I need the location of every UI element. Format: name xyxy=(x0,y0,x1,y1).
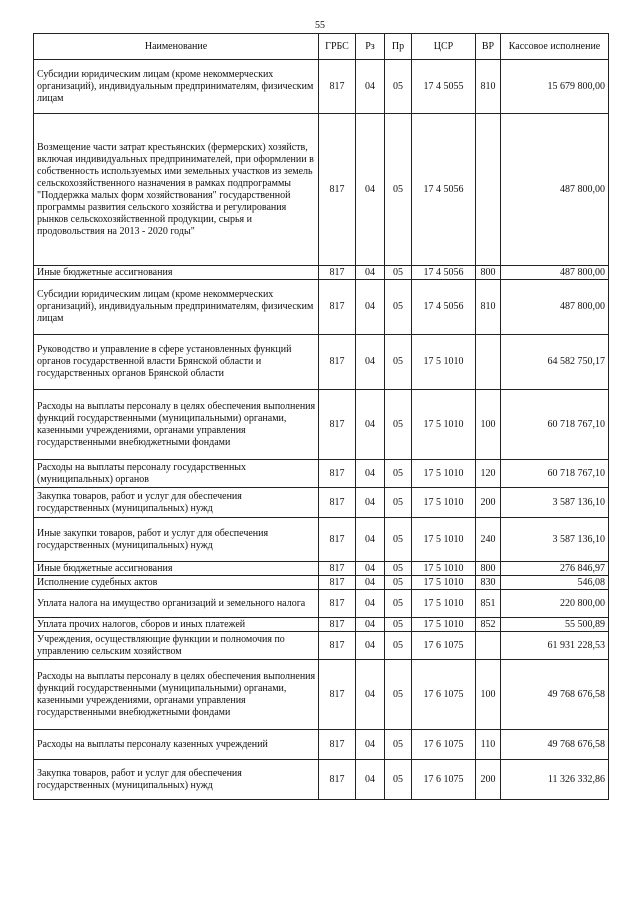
cell-csr: 17 4 5056 xyxy=(412,280,476,335)
cell-grbs: 817 xyxy=(319,114,356,266)
cell-name: Уплата прочих налогов, сборов и иных платежей xyxy=(34,618,319,632)
cell-csr: 17 5 1010 xyxy=(412,488,476,518)
cell-pr: 05 xyxy=(385,590,412,618)
header-name: Наименование xyxy=(34,34,319,60)
cell-grbs: 817 xyxy=(319,730,356,760)
table-row xyxy=(34,660,609,730)
cell-amount: 49 768 676,58 xyxy=(501,660,609,730)
cell-pr: 05 xyxy=(385,562,412,576)
cell-rz: 04 xyxy=(356,660,385,730)
cell-vr: 810 xyxy=(476,60,501,114)
cell-csr: 17 5 1010 xyxy=(412,518,476,562)
table-row xyxy=(34,760,609,800)
header-csr: ЦСР xyxy=(412,34,476,60)
cell-amount: 55 500,89 xyxy=(501,618,609,632)
table-row xyxy=(34,632,609,660)
cell-name: Расходы на выплаты персоналу в целях обеспечения выполнения функций государственными (муниципальными) органами, казенными учреждениями, органами управления государственными внебюджетными фондами xyxy=(34,390,319,460)
cell-name: Иные бюджетные ассигнования xyxy=(34,266,319,280)
cell-rz: 04 xyxy=(356,590,385,618)
cell-csr: 17 5 1010 xyxy=(412,562,476,576)
cell-rz: 04 xyxy=(356,280,385,335)
cell-vr: 100 xyxy=(476,390,501,460)
table-row xyxy=(34,618,609,632)
cell-vr: 100 xyxy=(476,660,501,730)
cell-amount: 49 768 676,58 xyxy=(501,730,609,760)
cell-pr: 05 xyxy=(385,266,412,280)
cell-vr: 200 xyxy=(476,488,501,518)
cell-amount: 487 800,00 xyxy=(501,266,609,280)
cell-amount: 487 800,00 xyxy=(501,114,609,266)
cell-pr: 05 xyxy=(385,518,412,562)
cell-csr: 17 6 1075 xyxy=(412,760,476,800)
cell-name: Субсидии юридическим лицам (кроме некоммерческих организаций), индивидуальным предпринимателям, физическим лицам xyxy=(34,280,319,335)
cell-rz: 04 xyxy=(356,562,385,576)
cell-csr: 17 4 5055 xyxy=(412,60,476,114)
cell-name: Руководство и управление в сфере установленных функций органов государственной власти Брянской области и государственных органов Брянской области xyxy=(34,335,319,390)
table-row xyxy=(34,60,609,114)
table-row xyxy=(34,460,609,488)
cell-csr: 17 6 1075 xyxy=(412,730,476,760)
cell-csr: 17 5 1010 xyxy=(412,335,476,390)
header-pr: Пр xyxy=(385,34,412,60)
table-row xyxy=(34,576,609,590)
cell-vr xyxy=(476,114,501,266)
cell-pr: 05 xyxy=(385,660,412,730)
cell-vr: 110 xyxy=(476,730,501,760)
cell-rz: 04 xyxy=(356,760,385,800)
table-row xyxy=(34,590,609,618)
header-amount: Кассовое исполнение xyxy=(501,34,609,60)
header-vr: ВР xyxy=(476,34,501,60)
cell-vr: 800 xyxy=(476,562,501,576)
cell-amount: 60 718 767,10 xyxy=(501,390,609,460)
cell-grbs: 817 xyxy=(319,660,356,730)
cell-name: Расходы на выплаты персоналу казенных учреждений xyxy=(34,730,319,760)
cell-name: Субсидии юридическим лицам (кроме некоммерческих организаций), индивидуальным предпринимателям, физическим лицам xyxy=(34,60,319,114)
cell-amount: 276 846,97 xyxy=(501,562,609,576)
cell-vr: 200 xyxy=(476,760,501,800)
cell-pr: 05 xyxy=(385,760,412,800)
table-row xyxy=(34,730,609,760)
cell-csr: 17 4 5056 xyxy=(412,114,476,266)
cell-vr: 851 xyxy=(476,590,501,618)
cell-pr: 05 xyxy=(385,576,412,590)
cell-grbs: 817 xyxy=(319,518,356,562)
table-body xyxy=(34,60,609,800)
cell-rz: 04 xyxy=(356,460,385,488)
cell-grbs: 817 xyxy=(319,390,356,460)
cell-grbs: 817 xyxy=(319,335,356,390)
cell-grbs: 817 xyxy=(319,60,356,114)
cell-name: Учреждения, осуществляющие функции и полномочия по управлению сельским хозяйством xyxy=(34,632,319,660)
table-row xyxy=(34,518,609,562)
cell-pr: 05 xyxy=(385,488,412,518)
cell-amount: 487 800,00 xyxy=(501,280,609,335)
cell-grbs: 817 xyxy=(319,460,356,488)
cell-pr: 05 xyxy=(385,335,412,390)
cell-pr: 05 xyxy=(385,632,412,660)
cell-name: Иные закупки товаров, работ и услуг для обеспечения государственных (муниципальных) нужд xyxy=(34,518,319,562)
cell-csr: 17 4 5056 xyxy=(412,266,476,280)
cell-amount: 3 587 136,10 xyxy=(501,488,609,518)
cell-amount: 546,08 xyxy=(501,576,609,590)
cell-grbs: 817 xyxy=(319,562,356,576)
cell-vr: 800 xyxy=(476,266,501,280)
header-rz: Рз xyxy=(356,34,385,60)
cell-amount: 3 587 136,10 xyxy=(501,518,609,562)
cell-csr: 17 6 1075 xyxy=(412,632,476,660)
cell-grbs: 817 xyxy=(319,590,356,618)
cell-pr: 05 xyxy=(385,390,412,460)
cell-pr: 05 xyxy=(385,60,412,114)
cell-grbs: 817 xyxy=(319,576,356,590)
cell-csr: 17 5 1010 xyxy=(412,590,476,618)
cell-rz: 04 xyxy=(356,60,385,114)
cell-grbs: 817 xyxy=(319,280,356,335)
cell-vr: 810 xyxy=(476,280,501,335)
cell-rz: 04 xyxy=(356,266,385,280)
cell-vr xyxy=(476,335,501,390)
cell-pr: 05 xyxy=(385,618,412,632)
cell-vr xyxy=(476,632,501,660)
cell-rz: 04 xyxy=(356,518,385,562)
cell-vr: 830 xyxy=(476,576,501,590)
page-number: 55 xyxy=(315,20,325,31)
cell-csr: 17 5 1010 xyxy=(412,460,476,488)
cell-rz: 04 xyxy=(356,335,385,390)
cell-csr: 17 5 1010 xyxy=(412,390,476,460)
cell-rz: 04 xyxy=(356,390,385,460)
cell-vr: 852 xyxy=(476,618,501,632)
cell-grbs: 817 xyxy=(319,618,356,632)
cell-pr: 05 xyxy=(385,730,412,760)
cell-pr: 05 xyxy=(385,280,412,335)
cell-rz: 04 xyxy=(356,730,385,760)
table-header-row xyxy=(34,34,609,60)
cell-grbs: 817 xyxy=(319,488,356,518)
cell-name: Иные бюджетные ассигнования xyxy=(34,562,319,576)
cell-vr: 120 xyxy=(476,460,501,488)
cell-vr: 240 xyxy=(476,518,501,562)
cell-csr: 17 5 1010 xyxy=(412,618,476,632)
cell-amount: 11 326 332,86 xyxy=(501,760,609,800)
cell-rz: 04 xyxy=(356,618,385,632)
table-row xyxy=(34,390,609,460)
cell-pr: 05 xyxy=(385,114,412,266)
cell-grbs: 817 xyxy=(319,760,356,800)
table-row xyxy=(34,280,609,335)
cell-amount: 61 931 228,53 xyxy=(501,632,609,660)
cell-amount: 15 679 800,00 xyxy=(501,60,609,114)
cell-rz: 04 xyxy=(356,632,385,660)
cell-amount: 60 718 767,10 xyxy=(501,460,609,488)
cell-pr: 05 xyxy=(385,460,412,488)
cell-amount: 64 582 750,17 xyxy=(501,335,609,390)
cell-csr: 17 5 1010 xyxy=(412,576,476,590)
cell-name: Расходы на выплаты персоналу государственных (муниципальных) органов xyxy=(34,460,319,488)
table-row xyxy=(34,488,609,518)
table-row xyxy=(34,562,609,576)
budget-table xyxy=(33,33,609,800)
cell-name: Закупка товаров, работ и услуг для обеспечения государственных (муниципальных) нужд xyxy=(34,488,319,518)
cell-name: Исполнение судебных актов xyxy=(34,576,319,590)
table-row xyxy=(34,266,609,280)
cell-name: Закупка товаров, работ и услуг для обеспечения государственных (муниципальных) нужд xyxy=(34,760,319,800)
cell-rz: 04 xyxy=(356,576,385,590)
cell-rz: 04 xyxy=(356,114,385,266)
cell-grbs: 817 xyxy=(319,632,356,660)
cell-rz: 04 xyxy=(356,488,385,518)
table-row xyxy=(34,335,609,390)
cell-grbs: 817 xyxy=(319,266,356,280)
cell-csr: 17 6 1075 xyxy=(412,660,476,730)
cell-amount: 220 800,00 xyxy=(501,590,609,618)
cell-name: Уплата налога на имущество организаций и земельного налога xyxy=(34,590,319,618)
cell-name: Расходы на выплаты персоналу в целях обеспечения выполнения функций государственными (муниципальными) органами, казенными учреждениями, органами управления государственными внебюджетными фондами xyxy=(34,660,319,730)
cell-name: Возмещение части затрат крестьянских (фермерских) хозяйств, включая индивидуальных предпринимателей, при оформлении в собственность используемых ими земельных участков из земель сельскохозяйственного назначения в рамках подпрограммы "Поддержка малых форм хозяйствования" государственной программы развития сельского хозяйства и регулирования рынков сельскохозяйственной продукции, сырья и продовольствия на 2013 - 2020 годы" xyxy=(34,114,319,266)
table-row xyxy=(34,114,609,266)
header-grbs: ГРБС xyxy=(319,34,356,60)
